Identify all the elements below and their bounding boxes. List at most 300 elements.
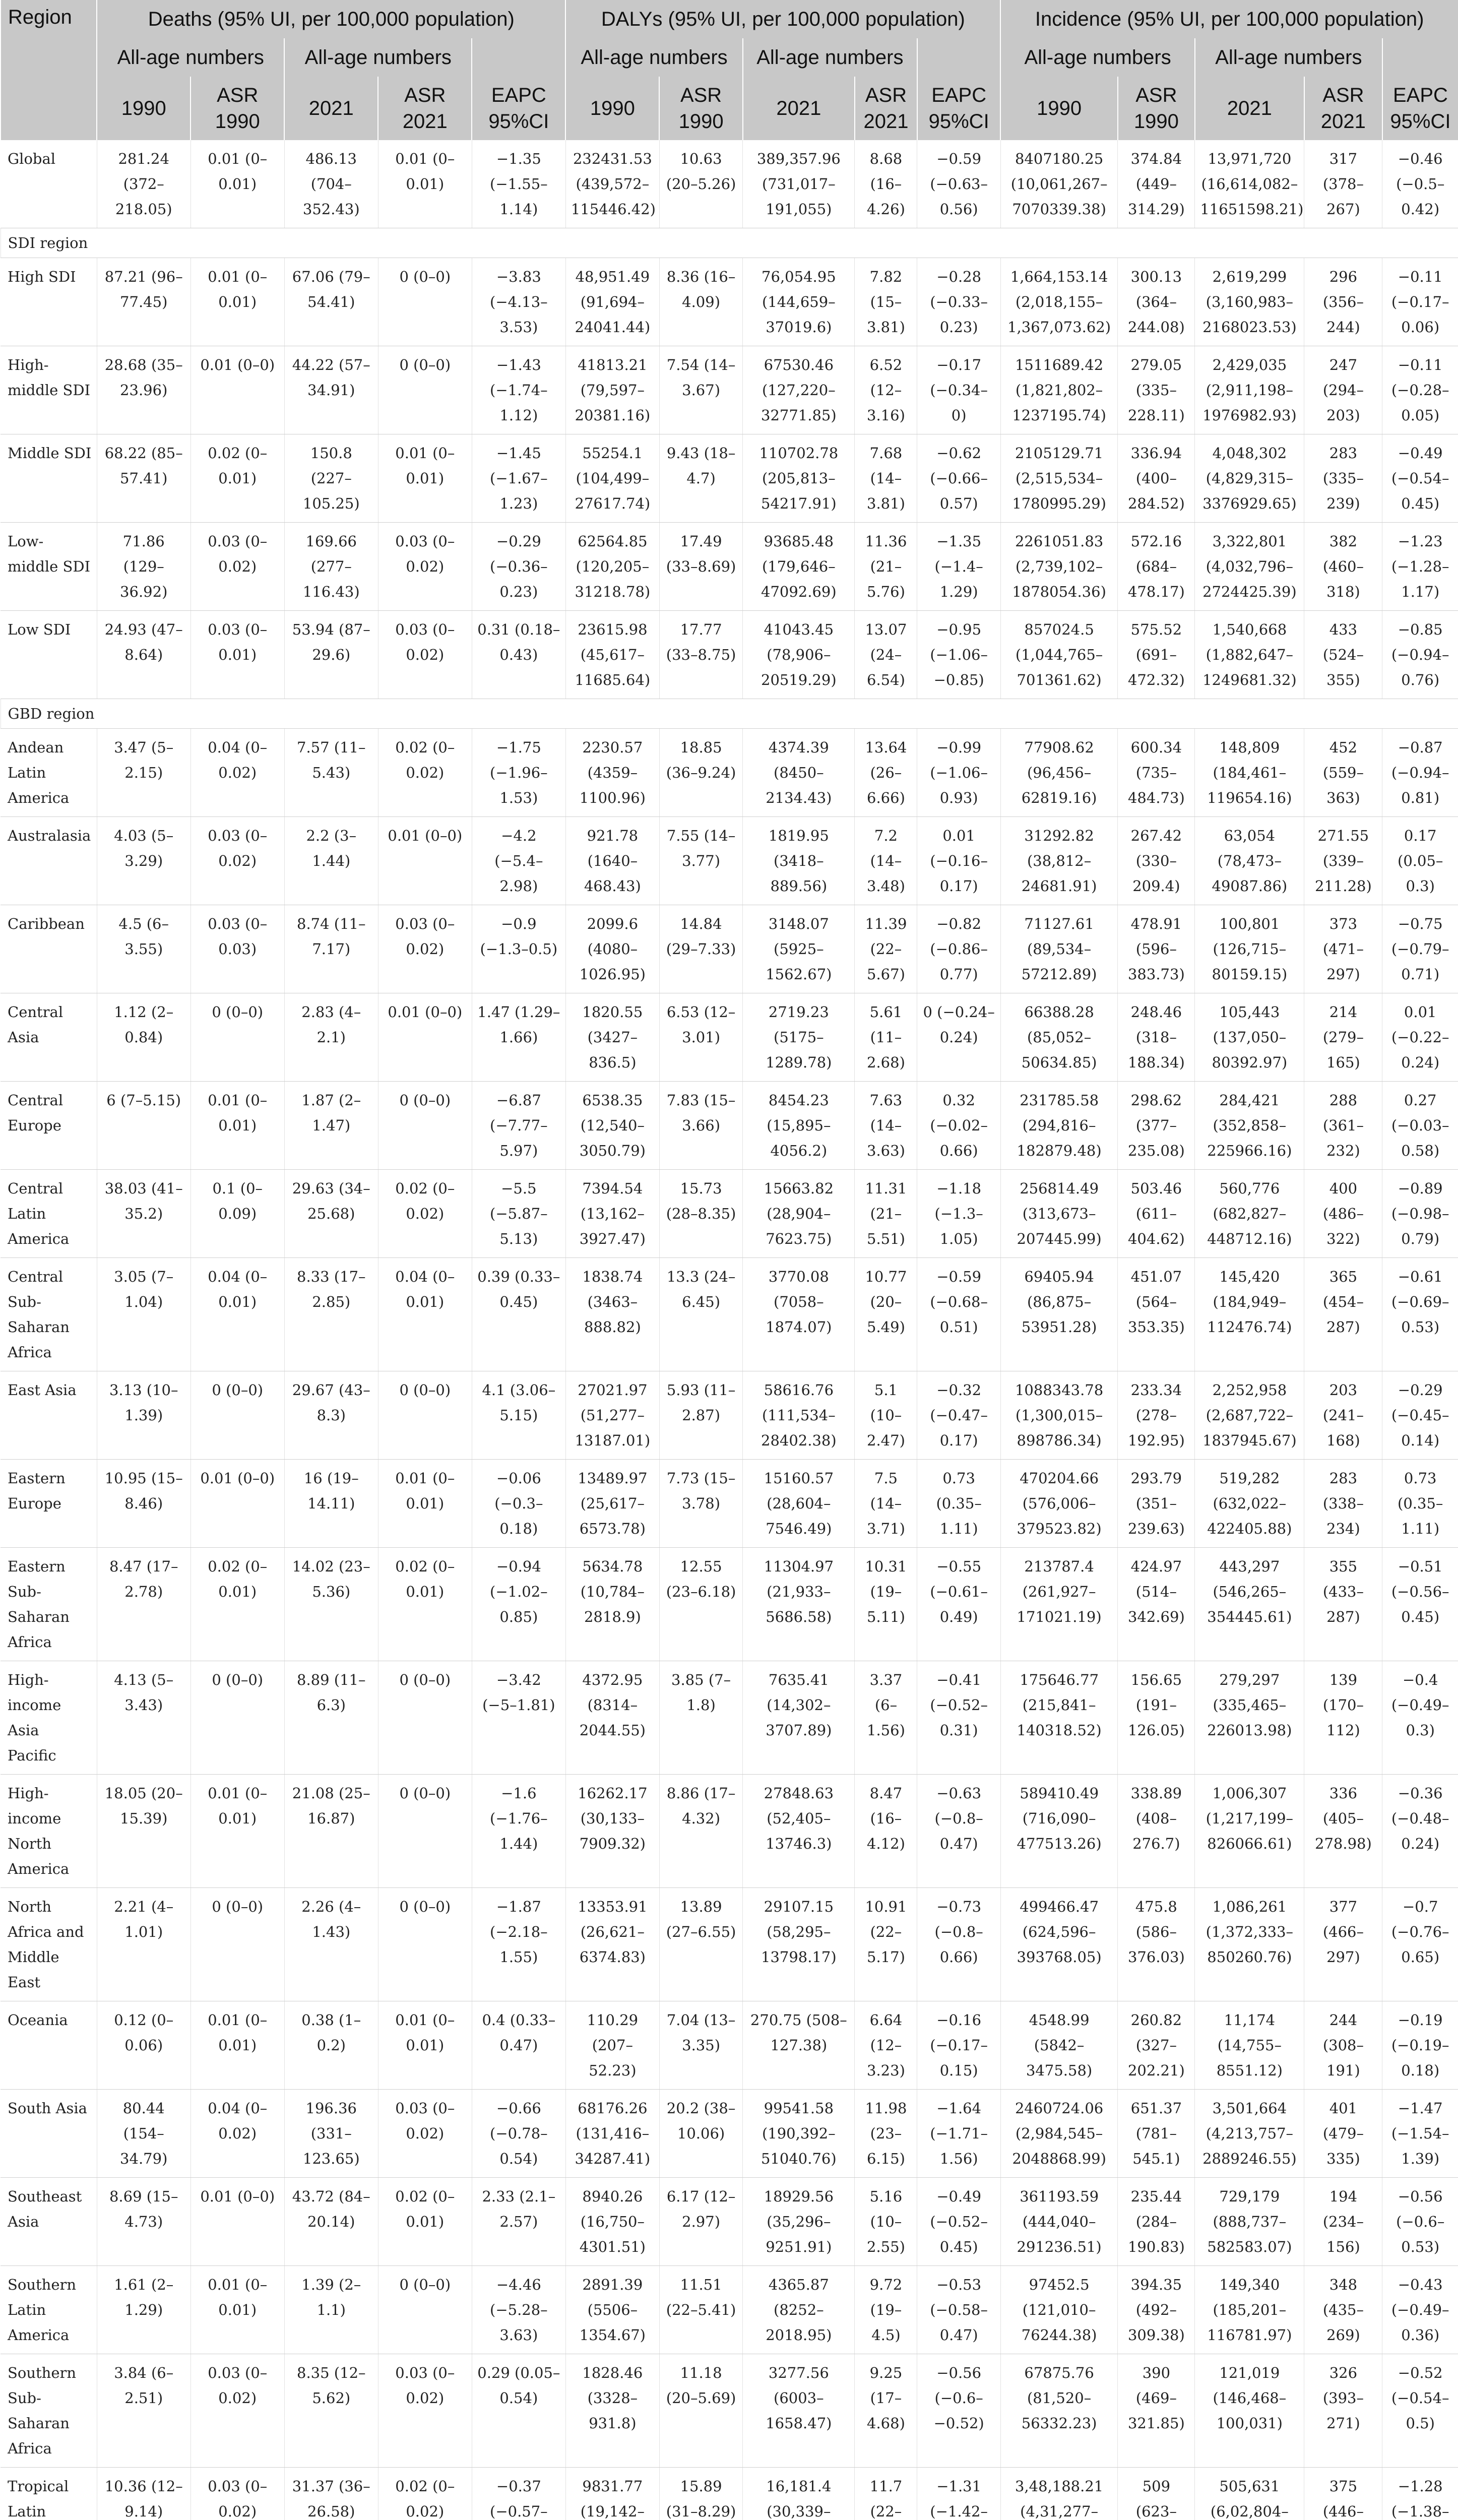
value-cell: 348 (435–269) bbox=[1304, 2266, 1382, 2354]
value-cell: −0.95 (−1.06–−0.85) bbox=[917, 611, 1000, 699]
value-cell: 0.02 (0–0.01) bbox=[191, 1548, 284, 1661]
value-cell: 0 (0–0) bbox=[378, 1775, 472, 1888]
value-cell: 1,006,307 (1,217,199–826066.61) bbox=[1195, 1775, 1304, 1888]
value-cell: 0.73 (0.35–1.11) bbox=[1382, 1460, 1458, 1548]
value-cell: 519,282 (632,022–422405.88) bbox=[1195, 1460, 1304, 1548]
value-cell: −0.19 (−0.19–0.18) bbox=[1382, 2001, 1458, 2090]
value-cell: 244 (308–191) bbox=[1304, 2001, 1382, 2090]
value-cell: 13353.91 (26,621–6374.83) bbox=[565, 1888, 659, 2001]
value-cell: 389,357.96 (731,017–191,055) bbox=[743, 140, 855, 228]
value-cell: −1.75 (−1.96–1.53) bbox=[472, 729, 565, 817]
value-cell: 505,631 (6,02,804– bbox=[1195, 2468, 1304, 2520]
value-cell: −0.28 (−0.33–0.23) bbox=[917, 258, 1000, 346]
value-cell: 6.17 (12–2.97) bbox=[659, 2178, 742, 2266]
incidence-eapc-header: EAPC 95%CI bbox=[1382, 77, 1458, 140]
value-cell: 729,179 (888,737–582583.07) bbox=[1195, 2178, 1304, 2266]
value-cell: 3.85 (7–1.8) bbox=[659, 1661, 742, 1775]
value-cell: −1.47 (−1.54–1.39) bbox=[1382, 2090, 1458, 2178]
value-cell: 41813.21 (79,597–20381.16) bbox=[565, 346, 659, 434]
value-cell: 11.39 (22–5.67) bbox=[855, 905, 917, 993]
value-cell: 0.03 (0–0.02) bbox=[378, 905, 472, 993]
value-cell: 235.44 (284–190.83) bbox=[1118, 2178, 1195, 2266]
incidence-group-header: Incidence (95% UI, per 100,000 population) bbox=[1000, 0, 1458, 38]
table-row bbox=[1, 1548, 1458, 1661]
value-cell: 175646.77 (215,841–140318.52) bbox=[1000, 1661, 1118, 1775]
value-cell: 8407180.25 (10,061,267–7070339.38) bbox=[1000, 140, 1118, 228]
value-cell: 0.03 (0–0.03) bbox=[191, 905, 284, 993]
value-cell: 375 (446– bbox=[1304, 2468, 1382, 2520]
table-row bbox=[1, 1371, 1458, 1460]
dalys-all-age-1990-header: All-age numbers bbox=[565, 38, 742, 77]
value-cell: −1.23 (−1.28–1.17) bbox=[1382, 523, 1458, 611]
value-cell: 248.46 (318–188.34) bbox=[1118, 993, 1195, 1082]
value-cell: 11.7 (22– bbox=[855, 2468, 917, 2520]
value-cell: 97452.5 (121,010–76244.38) bbox=[1000, 2266, 1118, 2354]
dalys-group-header: DALYs (95% UI, per 100,000 population) bbox=[565, 0, 1000, 38]
value-cell: 18929.56 (35,296–9251.91) bbox=[743, 2178, 855, 2266]
region-cell: Southern Sub-Saharan Africa bbox=[1, 2354, 97, 2468]
value-cell: 0.01 (−0.16–0.17) bbox=[917, 817, 1000, 905]
value-cell: 77908.62 (96,456–62819.16) bbox=[1000, 729, 1118, 817]
value-cell: 7.55 (14–3.77) bbox=[659, 817, 742, 905]
value-cell: 3,501,664 (4,213,757–2889246.55) bbox=[1195, 2090, 1304, 2178]
value-cell: −3.42 (−5–1.81) bbox=[472, 1661, 565, 1775]
value-cell: 1819.95 (3418–889.56) bbox=[743, 817, 855, 905]
value-cell: 24.93 (47–8.64) bbox=[97, 611, 191, 699]
value-cell: 169.66 (277–116.43) bbox=[284, 523, 378, 611]
value-cell: 451.07 (564–353.35) bbox=[1118, 1258, 1195, 1371]
value-cell: 8.47 (17–2.78) bbox=[97, 1548, 191, 1661]
value-cell: 10.91 (22–5.17) bbox=[855, 1888, 917, 2001]
value-cell: −0.62 (−0.66–0.57) bbox=[917, 434, 1000, 523]
value-cell: 11.36 (21–5.76) bbox=[855, 523, 917, 611]
value-cell: −0.9 (−1.3–0.5) bbox=[472, 905, 565, 993]
value-cell: 1838.74 (3463–888.82) bbox=[565, 1258, 659, 1371]
value-cell: 499466.47 (624,596–393768.05) bbox=[1000, 1888, 1118, 2001]
value-cell: 29.63 (34–25.68) bbox=[284, 1170, 378, 1258]
incidence-2021-header: 2021 bbox=[1195, 77, 1304, 140]
value-cell: 231785.58 (294,816–182879.48) bbox=[1000, 1082, 1118, 1170]
value-cell: 0.31 (0.18–0.43) bbox=[472, 611, 565, 699]
value-cell: 2.21 (4–1.01) bbox=[97, 1888, 191, 2001]
value-cell: 7.54 (14–3.67) bbox=[659, 346, 742, 434]
value-cell: 1820.55 (3427–836.5) bbox=[565, 993, 659, 1082]
value-cell: −1.43 (−1.74–1.12) bbox=[472, 346, 565, 434]
value-cell: −1.28 (−1.38– bbox=[1382, 2468, 1458, 2520]
deaths-eapc-header: EAPC 95%CI bbox=[472, 77, 565, 140]
value-cell: −1.87 (−2.18–1.55) bbox=[472, 1888, 565, 2001]
value-cell: 260.82 (327–202.21) bbox=[1118, 2001, 1195, 2090]
region-cell: Caribbean bbox=[1, 905, 97, 993]
value-cell: 121,019 (146,468–100,031) bbox=[1195, 2354, 1304, 2468]
value-cell: 2.33 (2.1–2.57) bbox=[472, 2178, 565, 2266]
value-cell: 0.01 (0–0.01) bbox=[191, 1775, 284, 1888]
value-cell: 15.73 (28–8.35) bbox=[659, 1170, 742, 1258]
value-cell: 63,054 (78,473–49087.86) bbox=[1195, 817, 1304, 905]
incidence-asr-1990-header: ASR 1990 bbox=[1118, 77, 1195, 140]
value-cell: 0.03 (0–0.02) bbox=[378, 611, 472, 699]
value-cell: 288 (361–232) bbox=[1304, 1082, 1382, 1170]
value-cell: 8454.23 (15,895–4056.2) bbox=[743, 1082, 855, 1170]
value-cell: 29107.15 (58,295–13798.17) bbox=[743, 1888, 855, 2001]
table-row bbox=[1, 2178, 1458, 2266]
value-cell: 139 (170–112) bbox=[1304, 1661, 1382, 1775]
value-cell: −0.46 (−0.5–0.42) bbox=[1382, 140, 1458, 228]
deaths-group-header: Deaths (95% UI, per 100,000 population) bbox=[97, 0, 565, 38]
value-cell: 2.26 (4–1.43) bbox=[284, 1888, 378, 2001]
value-cell: 9831.77 (19,142– bbox=[565, 2468, 659, 2520]
value-cell: 27848.63 (52,405–13746.3) bbox=[743, 1775, 855, 1888]
value-cell: 0.04 (0–0.02) bbox=[191, 729, 284, 817]
value-cell: 3770.08 (7058–1874.07) bbox=[743, 1258, 855, 1371]
value-cell: −0.82 (−0.86–0.77) bbox=[917, 905, 1000, 993]
value-cell: 0.01 (0–0.01) bbox=[191, 2001, 284, 2090]
value-cell: 247 (294–203) bbox=[1304, 346, 1382, 434]
value-cell: −0.61 (−0.69–0.53) bbox=[1382, 1258, 1458, 1371]
value-cell: 7.68 (14–3.81) bbox=[855, 434, 917, 523]
value-cell: 0 (0–0) bbox=[378, 1082, 472, 1170]
region-cell: Australasia bbox=[1, 817, 97, 905]
value-cell: −3.83 (−4.13–3.53) bbox=[472, 258, 565, 346]
value-cell: 0 (0–0) bbox=[378, 346, 472, 434]
value-cell: 1,664,153.14 (2,018,155–1,367,073.62) bbox=[1000, 258, 1118, 346]
region-cell: High-income Asia Pacific bbox=[1, 1661, 97, 1775]
value-cell: 433 (524–355) bbox=[1304, 611, 1382, 699]
value-cell: 7.2 (14–3.48) bbox=[855, 817, 917, 905]
region-cell: High-income North America bbox=[1, 1775, 97, 1888]
value-cell: 373 (471–297) bbox=[1304, 905, 1382, 993]
value-cell: 355 (433–287) bbox=[1304, 1548, 1382, 1661]
region-cell: Central Sub-Saharan Africa bbox=[1, 1258, 97, 1371]
region-cell: Global bbox=[1, 140, 97, 228]
table-row bbox=[1, 2354, 1458, 2468]
value-cell: 0.03 (0–0.02) bbox=[191, 2468, 284, 2520]
value-cell: 361193.59 (444,040–291236.51) bbox=[1000, 2178, 1118, 2266]
value-cell: 478.91 (596–383.73) bbox=[1118, 905, 1195, 993]
value-cell: 284,421 (352,858–225966.16) bbox=[1195, 1082, 1304, 1170]
value-cell: 5.93 (11–2.87) bbox=[659, 1371, 742, 1460]
value-cell: 0.01 (0–0) bbox=[378, 993, 472, 1082]
incidence-asr-2021-header: ASR 2021 bbox=[1304, 77, 1382, 140]
region-cell: High-middle SDI bbox=[1, 346, 97, 434]
value-cell: 100,801 (126,715–80159.15) bbox=[1195, 905, 1304, 993]
table-row bbox=[1, 434, 1458, 523]
value-cell: 0.02 (0–0.02) bbox=[378, 1170, 472, 1258]
value-cell: 0 (−0.24–0.24) bbox=[917, 993, 1000, 1082]
dalys-asr-2021-header: ASR 2021 bbox=[855, 77, 917, 140]
value-cell: 0.01 (0–0.01) bbox=[191, 1082, 284, 1170]
value-cell: 2460724.06 (2,984,545–2048868.99) bbox=[1000, 2090, 1118, 2178]
value-cell: 267.42 (330–209.4) bbox=[1118, 817, 1195, 905]
deaths-blank-header bbox=[472, 38, 565, 77]
value-cell: −0.49 (−0.54–0.45) bbox=[1382, 434, 1458, 523]
deaths-1990-header: 1990 bbox=[97, 77, 191, 140]
value-cell: 300.13 (364–244.08) bbox=[1118, 258, 1195, 346]
value-cell: −0.73 (−0.8–0.66) bbox=[917, 1888, 1000, 2001]
value-cell: 8.35 (12–5.62) bbox=[284, 2354, 378, 2468]
value-cell: 374.84 (449–314.29) bbox=[1118, 140, 1195, 228]
value-cell: 0.03 (0–0.02) bbox=[191, 523, 284, 611]
region-cell: Southern Latin America bbox=[1, 2266, 97, 2354]
value-cell: 0.02 (0–0.01) bbox=[191, 434, 284, 523]
value-cell: 5.16 (10–2.55) bbox=[855, 2178, 917, 2266]
table-row bbox=[1, 1460, 1458, 1548]
value-cell: −0.4 (−0.49–0.3) bbox=[1382, 1661, 1458, 1775]
value-cell: 29.67 (43–8.3) bbox=[284, 1371, 378, 1460]
value-cell: 8.68 (16–4.26) bbox=[855, 140, 917, 228]
table-row bbox=[1, 1888, 1458, 2001]
value-cell: 336 (405–278.98) bbox=[1304, 1775, 1382, 1888]
value-cell: −0.17 (−0.34–0) bbox=[917, 346, 1000, 434]
value-cell: −0.36 (−0.48–0.24) bbox=[1382, 1775, 1458, 1888]
value-cell: 10.77 (20–5.49) bbox=[855, 1258, 917, 1371]
value-cell: 10.36 (12–9.14) bbox=[97, 2468, 191, 2520]
value-cell: 0.03 (0–0.02) bbox=[378, 523, 472, 611]
value-cell: 2105129.71 (2,515,534–1780995.29) bbox=[1000, 434, 1118, 523]
value-cell: 0.1 (0–0.09) bbox=[191, 1170, 284, 1258]
section-title: GBD region bbox=[1, 699, 1458, 729]
value-cell: 0.03 (0–0.01) bbox=[191, 611, 284, 699]
value-cell: 0.27 (−0.03–0.58) bbox=[1382, 1082, 1458, 1170]
value-cell: −0.94 (−1.02–0.85) bbox=[472, 1548, 565, 1661]
value-cell: 279.05 (335–228.11) bbox=[1118, 346, 1195, 434]
value-cell: −0.53 (−0.58–0.47) bbox=[917, 2266, 1000, 2354]
value-cell: 3.84 (6–2.51) bbox=[97, 2354, 191, 2468]
value-cell: 16 (19–14.11) bbox=[284, 1460, 378, 1548]
value-cell: 149,340 (185,201–116781.97) bbox=[1195, 2266, 1304, 2354]
value-cell: −1.6 (−1.76–1.44) bbox=[472, 1775, 565, 1888]
region-cell: North Africa and Middle East bbox=[1, 1888, 97, 2001]
value-cell: 110.29 (207–52.23) bbox=[565, 2001, 659, 2090]
table-row bbox=[1, 2090, 1458, 2178]
value-cell: 400 (486–322) bbox=[1304, 1170, 1382, 1258]
dalys-blank-header bbox=[917, 38, 1000, 77]
value-cell: 4,048,302 (4,829,315–3376929.65) bbox=[1195, 434, 1304, 523]
value-cell: 4.1 (3.06–5.15) bbox=[472, 1371, 565, 1460]
value-cell: 7.04 (13–3.35) bbox=[659, 2001, 742, 2090]
value-cell: 0.01 (0–0) bbox=[378, 817, 472, 905]
region-cell: Andean Latin America bbox=[1, 729, 97, 817]
deaths-all-age-1990-header: All-age numbers bbox=[97, 38, 284, 77]
value-cell: 16262.17 (30,133–7909.32) bbox=[565, 1775, 659, 1888]
value-cell: 443,297 (546,265–354445.61) bbox=[1195, 1548, 1304, 1661]
region-cell: Eastern Sub-Saharan Africa bbox=[1, 1548, 97, 1661]
region-cell: Central Asia bbox=[1, 993, 97, 1082]
value-cell: 4.03 (5–3.29) bbox=[97, 817, 191, 905]
value-cell: 6538.35 (12,540–3050.79) bbox=[565, 1082, 659, 1170]
value-cell: 203 (241–168) bbox=[1304, 1371, 1382, 1460]
table-row bbox=[1, 1258, 1458, 1371]
deaths-all-age-2021-header: All-age numbers bbox=[284, 38, 472, 77]
table-row bbox=[1, 817, 1458, 905]
value-cell: 401 (479–335) bbox=[1304, 2090, 1382, 2178]
value-cell: 214 (279–165) bbox=[1304, 993, 1382, 1082]
value-cell: 2.83 (4–2.1) bbox=[284, 993, 378, 1082]
value-cell: 256814.49 (313,673–207445.99) bbox=[1000, 1170, 1118, 1258]
value-cell: −0.32 (−0.47–0.17) bbox=[917, 1371, 1000, 1460]
value-cell: 80.44 (154–34.79) bbox=[97, 2090, 191, 2178]
value-cell: −0.11 (−0.17–0.06) bbox=[1382, 258, 1458, 346]
region-cell: Central Latin America bbox=[1, 1170, 97, 1258]
value-cell: −1.64 (−1.71–1.56) bbox=[917, 2090, 1000, 2178]
value-cell: 452 (559–363) bbox=[1304, 729, 1382, 817]
value-cell: −0.55 (−0.61–0.49) bbox=[917, 1548, 1000, 1661]
value-cell: −0.06 (−0.3–0.18) bbox=[472, 1460, 565, 1548]
value-cell: 6.64 (12–3.23) bbox=[855, 2001, 917, 2090]
value-cell: 0.01 (0–0.01) bbox=[191, 2266, 284, 2354]
value-cell: 365 (454–287) bbox=[1304, 1258, 1382, 1371]
table-row bbox=[1, 729, 1458, 817]
value-cell: 12.55 (23–6.18) bbox=[659, 1548, 742, 1661]
value-cell: 575.52 (691–472.32) bbox=[1118, 611, 1195, 699]
value-cell: 0.4 (0.33–0.47) bbox=[472, 2001, 565, 2090]
value-cell: 110702.78 (205,813–54217.91) bbox=[743, 434, 855, 523]
value-cell: 27021.97 (51,277–13187.01) bbox=[565, 1371, 659, 1460]
section-row bbox=[1, 699, 1458, 729]
value-cell: 2230.57 (4359–1100.96) bbox=[565, 729, 659, 817]
value-cell: 11,174 (14,755–8551.12) bbox=[1195, 2001, 1304, 2090]
value-cell: 0.12 (0–0.06) bbox=[97, 2001, 191, 2090]
value-cell: 0.01 (0–0.01) bbox=[378, 434, 472, 523]
value-cell: 7.83 (15–3.66) bbox=[659, 1082, 742, 1170]
value-cell: 0 (0–0) bbox=[378, 1888, 472, 2001]
value-cell: 0 (0–0) bbox=[378, 1661, 472, 1775]
value-cell: 13,971,720 (16,614,082–11651598.21) bbox=[1195, 140, 1304, 228]
dalys-all-age-2021-header: All-age numbers bbox=[743, 38, 917, 77]
value-cell: 0.01 (0–0.01) bbox=[378, 140, 472, 228]
value-cell: 0.01 (0–0.01) bbox=[378, 2001, 472, 2090]
value-cell: 281.24 (372–218.05) bbox=[97, 140, 191, 228]
value-cell: 17.77 (33–8.75) bbox=[659, 611, 742, 699]
value-cell: 0.02 (0–0.01) bbox=[378, 2178, 472, 2266]
value-cell: 23615.98 (45,617–11685.64) bbox=[565, 611, 659, 699]
region-cell: Central Europe bbox=[1, 1082, 97, 1170]
table-row bbox=[1, 993, 1458, 1082]
value-cell: 13.07 (24–6.54) bbox=[855, 611, 917, 699]
value-cell: 66388.28 (85,052–50634.85) bbox=[1000, 993, 1118, 1082]
value-cell: 2.2 (3–1.44) bbox=[284, 817, 378, 905]
value-cell: 3.13 (10–1.39) bbox=[97, 1371, 191, 1460]
value-cell: 67.06 (79–54.41) bbox=[284, 258, 378, 346]
value-cell: 196.36 (331–123.65) bbox=[284, 2090, 378, 2178]
value-cell: 15663.82 (28,904–7623.75) bbox=[743, 1170, 855, 1258]
value-cell: −1.18 (−1.3–1.05) bbox=[917, 1170, 1000, 1258]
value-cell: 17.49 (33–8.69) bbox=[659, 523, 742, 611]
value-cell: 486.13 (704–352.43) bbox=[284, 140, 378, 228]
value-cell: 5.61 (11–2.68) bbox=[855, 993, 917, 1082]
dalys-eapc-header: EAPC 95%CI bbox=[917, 77, 1000, 140]
value-cell: 2719.23 (5175–1289.78) bbox=[743, 993, 855, 1082]
value-cell: 424.97 (514–342.69) bbox=[1118, 1548, 1195, 1661]
table-row bbox=[1, 2468, 1458, 2520]
value-cell: 6.53 (12–3.01) bbox=[659, 993, 742, 1082]
table-row bbox=[1, 905, 1458, 993]
value-cell: 298.62 (377–235.08) bbox=[1118, 1082, 1195, 1170]
table-row bbox=[1, 523, 1458, 611]
value-cell: 93685.48 (179,646–47092.69) bbox=[743, 523, 855, 611]
value-cell: −0.75 (−0.79–0.71) bbox=[1382, 905, 1458, 993]
value-cell: 0.04 (0–0.02) bbox=[191, 2090, 284, 2178]
value-cell: 3.05 (7–1.04) bbox=[97, 1258, 191, 1371]
value-cell: 283 (338–234) bbox=[1304, 1460, 1382, 1548]
value-cell: 55254.1 (104,499–27617.74) bbox=[565, 434, 659, 523]
value-cell: 99541.58 (190,392–51040.76) bbox=[743, 2090, 855, 2178]
region-cell: Low-middle SDI bbox=[1, 523, 97, 611]
value-cell: −0.49 (−0.52–0.45) bbox=[917, 2178, 1000, 2266]
value-cell: 0.02 (0–0.02) bbox=[378, 2468, 472, 2520]
value-cell: 11.31 (21–5.51) bbox=[855, 1170, 917, 1258]
value-cell: 4548.99 (5842–3475.58) bbox=[1000, 2001, 1118, 2090]
value-cell: −1.35 (−1.4–1.29) bbox=[917, 523, 1000, 611]
dalys-asr-1990-header: ASR 1990 bbox=[659, 77, 742, 140]
value-cell: 394.35 (492–309.38) bbox=[1118, 2266, 1195, 2354]
value-cell: 38.03 (41–35.2) bbox=[97, 1170, 191, 1258]
value-cell: 503.46 (611–404.62) bbox=[1118, 1170, 1195, 1258]
value-cell: 21.08 (25–16.87) bbox=[284, 1775, 378, 1888]
value-cell: 293.79 (351–239.63) bbox=[1118, 1460, 1195, 1548]
value-cell: 8.86 (17–4.32) bbox=[659, 1775, 742, 1888]
table-row bbox=[1, 1661, 1458, 1775]
value-cell: 283 (335–239) bbox=[1304, 434, 1382, 523]
value-cell: 28.68 (35–23.96) bbox=[97, 346, 191, 434]
region-cell: High SDI bbox=[1, 258, 97, 346]
value-cell: 15160.57 (28,604–7546.49) bbox=[743, 1460, 855, 1548]
value-cell: 76,054.95 (144,659–37019.6) bbox=[743, 258, 855, 346]
value-cell: −0.7 (−0.76–0.65) bbox=[1382, 1888, 1458, 2001]
value-cell: 0.02 (0–0.02) bbox=[378, 729, 472, 817]
value-cell: 87.21 (96–77.45) bbox=[97, 258, 191, 346]
value-cell: 0.03 (0–0.02) bbox=[191, 817, 284, 905]
value-cell: −5.5 (−5.87–5.13) bbox=[472, 1170, 565, 1258]
value-cell: −0.59 (−0.68–0.51) bbox=[917, 1258, 1000, 1371]
value-cell: 0.03 (0–0.02) bbox=[191, 2354, 284, 2468]
value-cell: −1.31 (−1.42– bbox=[917, 2468, 1000, 2520]
value-cell: 213787.4 (261,927–171021.19) bbox=[1000, 1548, 1118, 1661]
value-cell: −0.29 (−0.45–0.14) bbox=[1382, 1371, 1458, 1460]
value-cell: 9.72 (19–4.5) bbox=[855, 2266, 917, 2354]
value-cell: 67875.76 (81,520–56332.23) bbox=[1000, 2354, 1118, 2468]
incidence-blank-header bbox=[1382, 38, 1458, 77]
value-cell: 14.84 (29–7.33) bbox=[659, 905, 742, 993]
value-cell: −0.51 (−0.56–0.45) bbox=[1382, 1548, 1458, 1661]
table-row bbox=[1, 258, 1458, 346]
value-cell: −0.41 (−0.52–0.31) bbox=[917, 1661, 1000, 1775]
value-cell: 11.98 (23–6.15) bbox=[855, 2090, 917, 2178]
value-cell: 67530.46 (127,220–32771.85) bbox=[743, 346, 855, 434]
value-cell: −0.16 (−0.17–0.15) bbox=[917, 2001, 1000, 2090]
value-cell: 8.33 (17–2.85) bbox=[284, 1258, 378, 1371]
value-cell: 7.57 (11–5.43) bbox=[284, 729, 378, 817]
value-cell: −0.56 (−0.6–0.53) bbox=[1382, 2178, 1458, 2266]
value-cell: 233.34 (278–192.95) bbox=[1118, 1371, 1195, 1460]
value-cell: 2261051.83 (2,739,102–1878054.36) bbox=[1000, 523, 1118, 611]
value-cell: 10.63 (20–5.26) bbox=[659, 140, 742, 228]
value-cell: −1.45 (−1.67–1.23) bbox=[472, 434, 565, 523]
value-cell: 600.34 (735–484.73) bbox=[1118, 729, 1195, 817]
value-cell: 1.39 (2–1.1) bbox=[284, 2266, 378, 2354]
value-cell: −0.63 (−0.8–0.47) bbox=[917, 1775, 1000, 1888]
value-cell: −0.66 (−0.78–0.54) bbox=[472, 2090, 565, 2178]
value-cell: 71.86 (129–36.92) bbox=[97, 523, 191, 611]
table-row bbox=[1, 611, 1458, 699]
value-cell: −0.37 (−0.57– bbox=[472, 2468, 565, 2520]
value-cell: 560,776 (682,827–448712.16) bbox=[1195, 1170, 1304, 1258]
value-cell: 338.89 (408–276.7) bbox=[1118, 1775, 1195, 1888]
value-cell: 326 (393–271) bbox=[1304, 2354, 1382, 2468]
value-cell: 13.64 (26–6.66) bbox=[855, 729, 917, 817]
value-cell: 10.31 (19–5.11) bbox=[855, 1548, 917, 1661]
value-cell: 11.18 (20–5.69) bbox=[659, 2354, 742, 2468]
